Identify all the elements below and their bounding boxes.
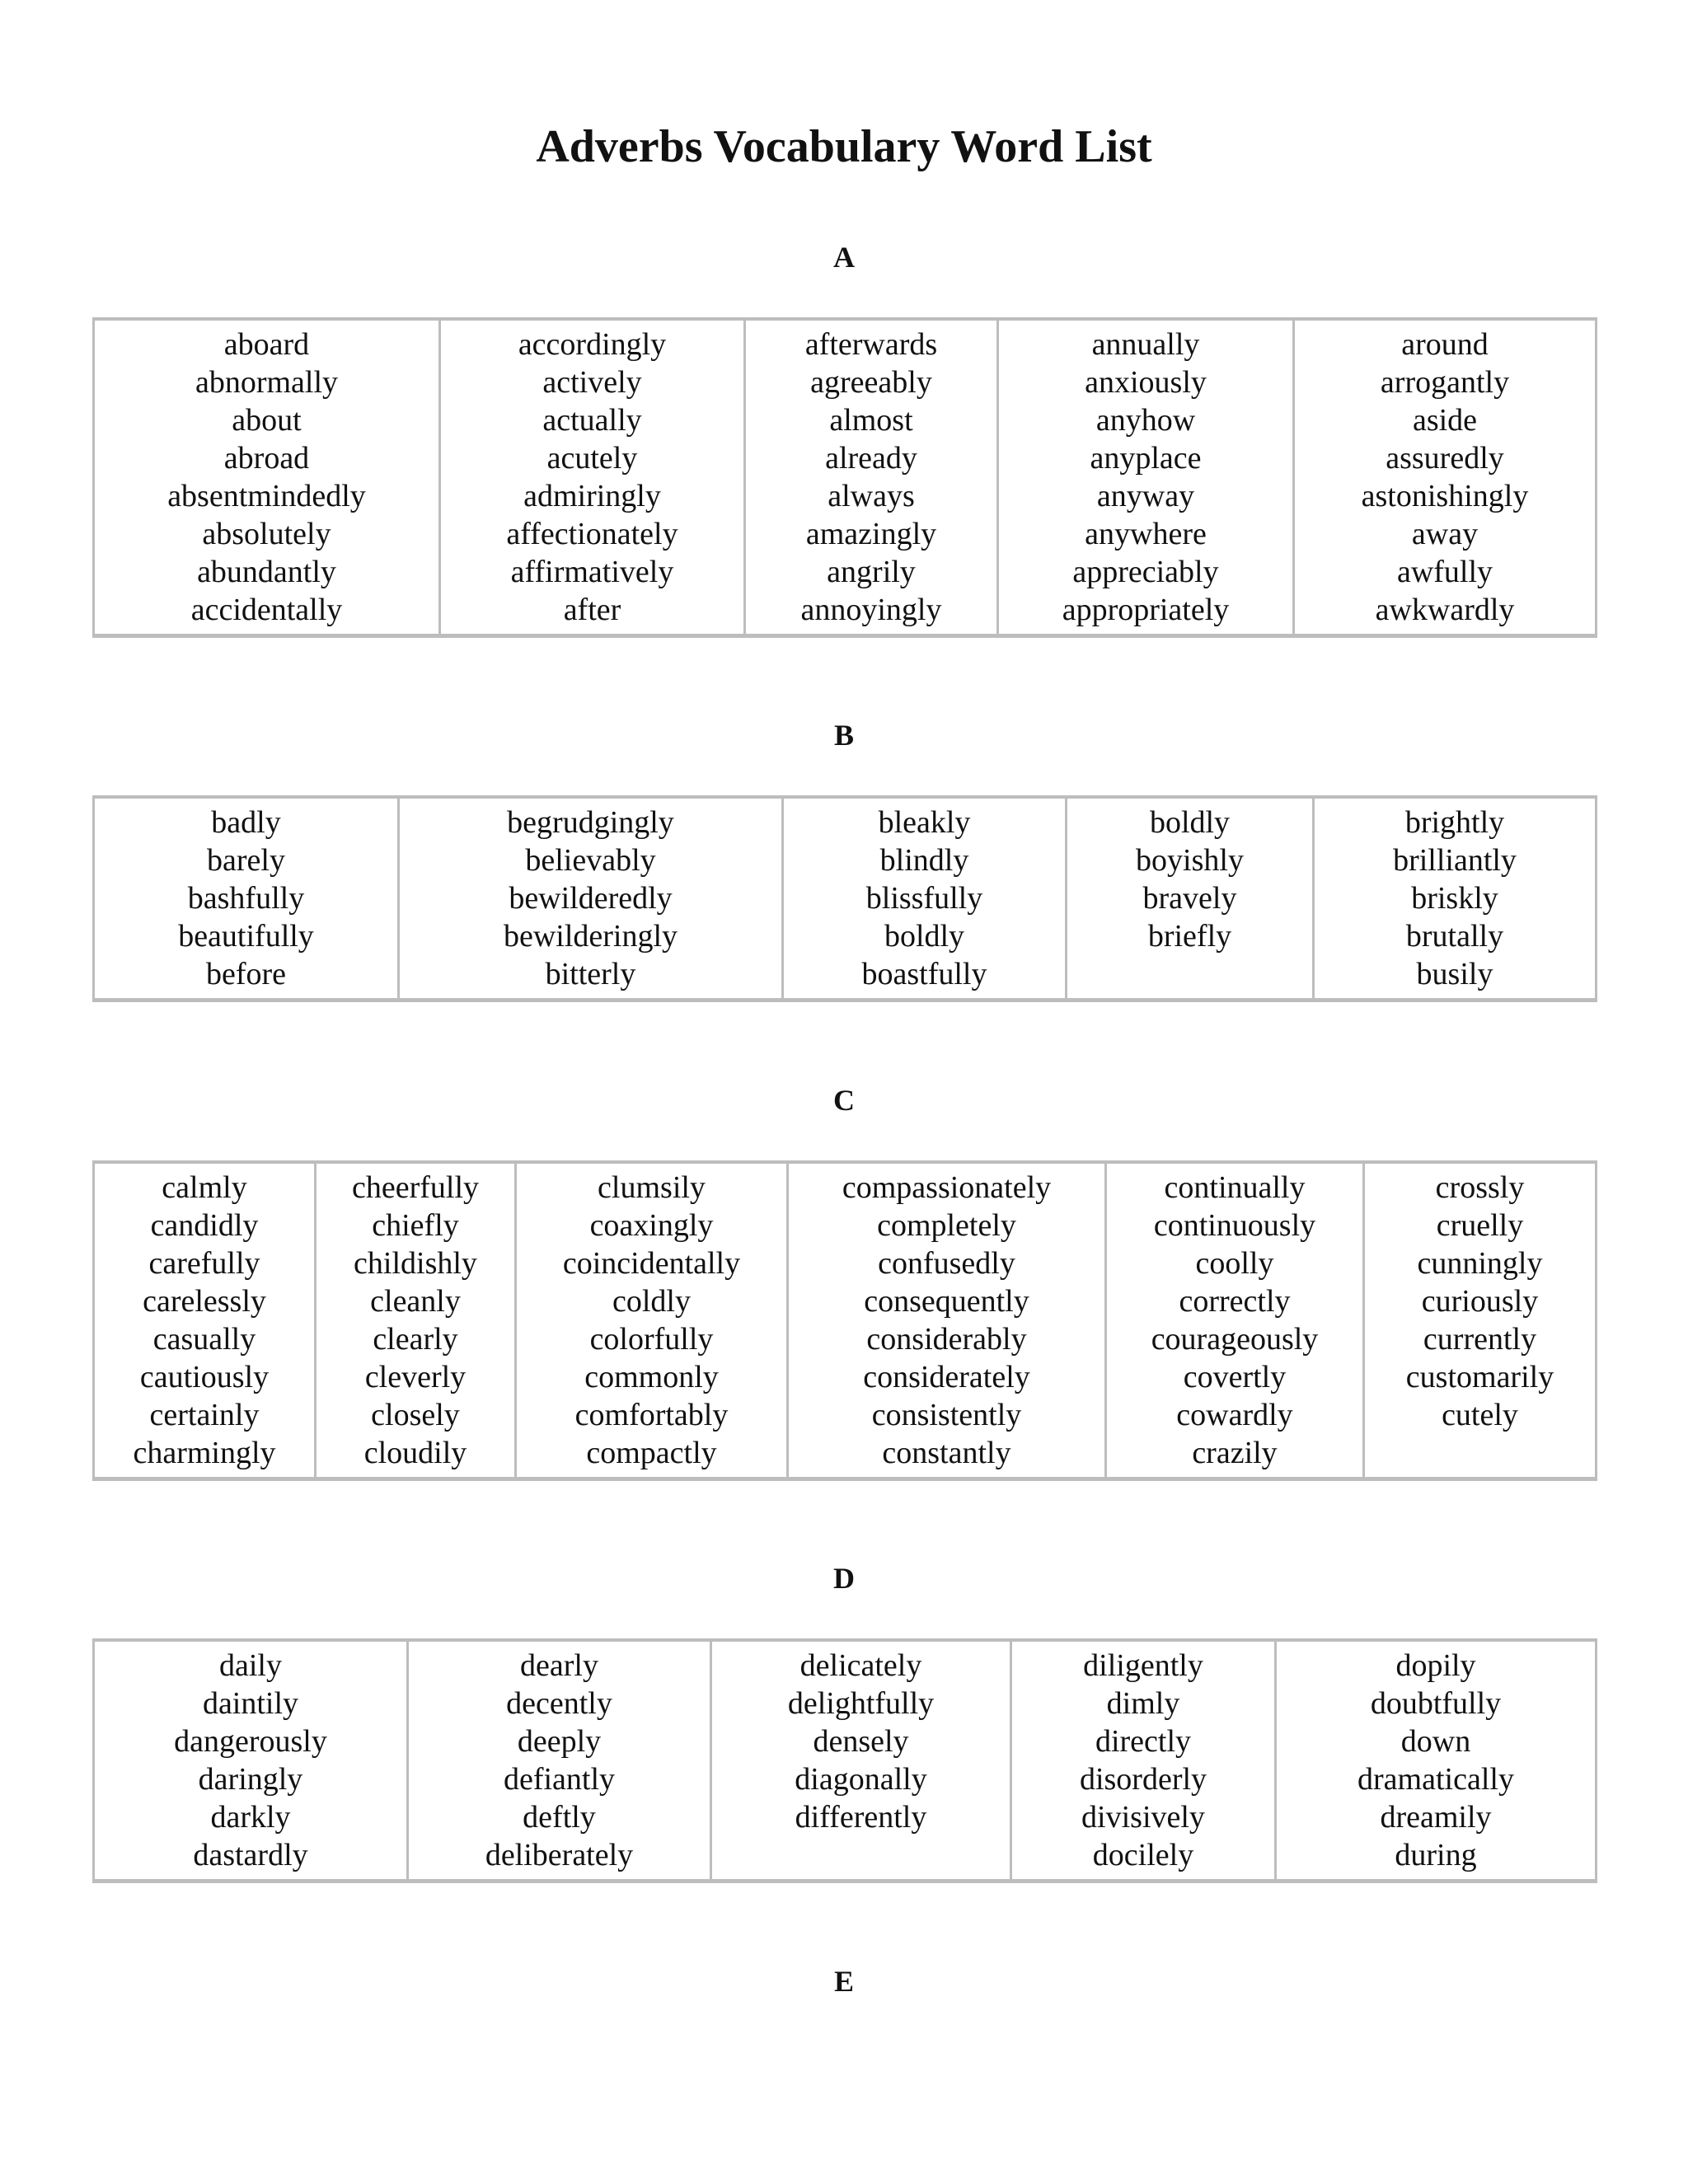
word-list: annually anxiously anyhow anyplace anyway anywhere appreciably appropriately <box>1062 327 1230 627</box>
word-column <box>1364 1162 1597 1479</box>
word-column <box>399 797 783 1001</box>
word-list: begrudgingly believably bewilderedly bewilderingly bitterly <box>503 805 678 991</box>
word-list: badly barely bashfully beautifully before <box>178 805 314 991</box>
section-heading-a: A <box>833 241 855 274</box>
word-column <box>788 1162 1106 1479</box>
word-column <box>1276 1640 1597 1882</box>
word-list: dearly decently deeply defiantly deftly deliberately <box>485 1648 634 1872</box>
word-list: clumsily coaxingly coincidentally coldly colorfully commonly comfortably compactly <box>562 1170 741 1470</box>
word-list: bleakly blindly blissfully boldly boastfully <box>861 805 987 991</box>
word-list: around arrogantly aside assuredly astonishingly away awfully awkwardly <box>1361 327 1529 627</box>
section-heading-b: B <box>833 719 854 752</box>
word-list: cheerfully chiefly childishly cleanly clearly cleverly closely cloudily <box>351 1170 480 1470</box>
word-column <box>998 319 1294 636</box>
word-column <box>94 797 399 1001</box>
word-list: aboard abnormally about abroad absentmindedly absolutely abundantly accidentally <box>167 327 366 627</box>
word-column <box>1011 1640 1276 1882</box>
word-column <box>1314 797 1597 1001</box>
word-column <box>783 797 1067 1001</box>
section-heading-d: D <box>833 1562 855 1595</box>
word-list: crossly cruelly cunningly curiously currently customarily cutely <box>1405 1170 1554 1432</box>
word-column <box>745 319 998 636</box>
word-table-d <box>92 1638 1597 1883</box>
word-list: accordingly actively actually acutely admiringly affectionately affirmatively after <box>506 327 678 627</box>
word-list: diligently dimly directly disorderly divisively docilely <box>1079 1648 1207 1872</box>
section-heading-c: C <box>833 1084 855 1117</box>
word-list: daily daintily dangerously daringly darkly dastardly <box>174 1648 327 1872</box>
word-list: compassionately completely confusedly consequently considerably considerately consistently constantly <box>842 1170 1052 1470</box>
word-list: delicately delightfully densely diagonally differently <box>787 1648 935 1835</box>
word-column <box>1067 797 1314 1001</box>
word-column <box>711 1640 1011 1882</box>
word-column <box>516 1162 788 1479</box>
word-column <box>94 1162 316 1479</box>
word-table-b <box>92 795 1597 1002</box>
word-column <box>440 319 745 636</box>
word-column <box>316 1162 516 1479</box>
word-list: dopily doubtfully down dramatically dreamily during <box>1357 1648 1514 1872</box>
word-list: afterwards agreeably almost already always amazingly angrily annoyingly <box>800 327 942 627</box>
word-column <box>408 1640 711 1882</box>
word-column <box>94 319 440 636</box>
word-table-c <box>92 1160 1597 1481</box>
word-list: brightly brilliantly briskly brutally busily <box>1393 805 1517 991</box>
word-table-a <box>92 317 1597 638</box>
word-list: continually continuously coolly correctly courageously covertly cowardly crazily <box>1151 1170 1319 1470</box>
section-heading-e: E <box>833 1965 854 1998</box>
word-column <box>1294 319 1597 636</box>
word-list: calmly candidly carefully carelessly casually cautiously certainly charmingly <box>133 1170 276 1470</box>
page-title: Adverbs Vocabulary Word List <box>536 121 1152 172</box>
word-list: boldly boyishly bravely briefly <box>1136 805 1244 954</box>
word-column <box>94 1640 408 1882</box>
word-column <box>1106 1162 1364 1479</box>
